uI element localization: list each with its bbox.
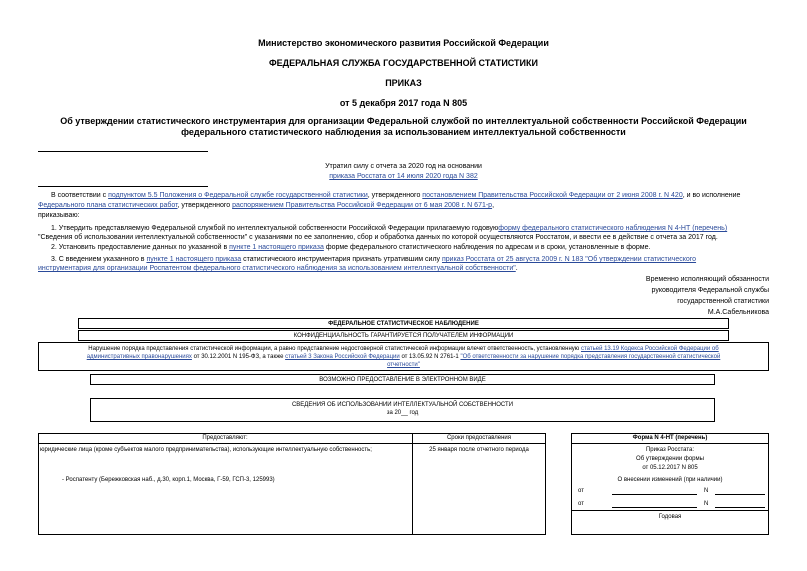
number-label: N bbox=[704, 488, 709, 494]
col-provides: Предоставляют: bbox=[202, 435, 248, 441]
divider-line bbox=[38, 151, 208, 152]
clause-link[interactable]: пункте 1 настоящего приказа bbox=[146, 256, 242, 263]
deadline-value: 25 января после отчетного периода bbox=[429, 447, 529, 453]
signature-line: руководителя Федеральной службы bbox=[651, 287, 769, 294]
preamble-text: , утвержденного bbox=[177, 202, 231, 209]
date-field-line bbox=[612, 507, 697, 508]
item-text: форме федерального статистического наблюдения по адресам и в сроки, установленные в форме. bbox=[325, 244, 651, 251]
report-title: СВЕДЕНИЯ ОБ ИСПОЛЬЗОВАНИИ ИНТЕЛЛЕКТУАЛЬНОЙ СОБСТВЕННОСТИ bbox=[291, 402, 514, 408]
item-1-line2: "Сведения об использовании интеллектуальной собственности" с указаниями по ее заполнению, сбор и обработка данных по которой осуществляются Росстатом, и ввести ее в действие с отчета за 2017 год. bbox=[38, 234, 718, 241]
col-deadline: Сроки предоставления bbox=[446, 435, 512, 441]
report-year: за 20__ год bbox=[386, 410, 419, 416]
provider-rospatent: - Роспатенту (Бережковская наб., д.30, корп.1, Москва, Г-59, ГСП-3, 125993) bbox=[62, 477, 275, 483]
preamble-text: , и во исполнение bbox=[682, 192, 741, 199]
law-title-link[interactable]: отчетности" bbox=[387, 362, 420, 368]
from-label: от bbox=[578, 501, 584, 507]
changes-label: О внесении изменений (при наличии) bbox=[617, 477, 723, 483]
status-text: Утратил силу с отчета за 2020 год на основании bbox=[325, 163, 482, 170]
preamble-line2 bbox=[38, 201, 771, 210]
law-title-link[interactable]: "Об ответственности за нарушение порядка представления государственной статистической bbox=[460, 354, 721, 360]
law-link[interactable]: статьей 3 Закона Российской Федерации bbox=[285, 354, 400, 360]
violation-text: от 13.05.92 N 2761-1 bbox=[401, 354, 459, 360]
violation-text: Нарушение порядка представления статистической информации, а равно представление недостоверной статистической информации влечет ответственность, установленную bbox=[88, 346, 580, 352]
violation-text: от 30.12.2001 N 195-ФЗ, а также bbox=[193, 354, 284, 360]
item-text: статистического инструментария признать утратившим силу bbox=[243, 256, 441, 263]
old-order-link[interactable]: приказ Росстата от 25 августа 2009 г. N 183 "Об утверждении статистического bbox=[442, 256, 697, 263]
resolution-link[interactable]: постановлением Правительства Российской Федерации от 2 июня 2008 г. N 420 bbox=[422, 192, 683, 199]
preamble-text: , bbox=[492, 202, 495, 209]
item-2 bbox=[51, 243, 771, 252]
status-link[interactable]: приказа Росстата от 14 июля 2020 года N 382 bbox=[329, 173, 478, 180]
periodicity: Годовая bbox=[658, 514, 682, 520]
ministry-heading: Министерство экономического развития Российской Федерации bbox=[258, 38, 549, 48]
signature-block bbox=[646, 275, 769, 317]
service-heading: ФЕДЕРАЛЬНАЯ СЛУЖБА ГОСУДАРСТВЕННОЙ СТАТИСТИКИ bbox=[269, 58, 538, 68]
number-field-line bbox=[715, 494, 765, 495]
status-link-row bbox=[0, 172, 807, 181]
date-field-line bbox=[612, 494, 697, 495]
table-header-line bbox=[38, 443, 546, 444]
electronic-box: ВОЗМОЖНО ПРЕДОСТАВЛЕНИЕ В ЭЛЕКТРОННОМ ВИДЕ bbox=[90, 374, 715, 385]
form-link[interactable]: форму федерального статистического наблюдения N 4-НТ (перечень) bbox=[498, 225, 728, 232]
form-header-line bbox=[571, 443, 769, 444]
regulation-link[interactable]: подпунктом 5.5 Положения о Федеральной службе государственной статистики bbox=[108, 192, 368, 199]
signature-line: государственной статистики bbox=[677, 298, 769, 305]
preamble-line1 bbox=[51, 191, 771, 200]
number-field-line bbox=[715, 507, 765, 508]
provider-legal-entities: юридические лица (кроме субъектов малого предпринимательства), использующие интеллектуальную собственность; bbox=[40, 447, 372, 453]
confidential-box: КОНФИДЕНЦИАЛЬНОСТЬ ГАРАНТИРУЕТСЯ ПОЛУЧАТЕЛЕМ ИНФОРМАЦИИ bbox=[78, 330, 729, 341]
item-text: 2. Установить предоставление данных по указанной в bbox=[51, 244, 228, 251]
old-order-link[interactable]: инструментария для организации Роспатентом федерального статистического наблюдения за использованием интеллектуальной собственности" bbox=[38, 265, 516, 272]
signer-name: М.А.Сабельникова bbox=[707, 309, 769, 316]
order-label: Приказ Росстата: bbox=[645, 447, 695, 453]
violation-box bbox=[38, 342, 769, 371]
doc-title-line1: Об утверждении статистического инструментария для организации Федеральной службой по интеллектуальной собственности Российской Федерации bbox=[60, 116, 747, 126]
order-word: приказываю: bbox=[38, 212, 80, 219]
doc-type-heading: ПРИКАЗ bbox=[385, 78, 422, 88]
koap-link[interactable]: административных правонарушениях bbox=[86, 354, 192, 360]
observation-box: ФЕДЕРАЛЬНОЕ СТАТИСТИЧЕСКОЕ НАБЛЮДЕНИЕ bbox=[78, 318, 729, 329]
federal-plan-link[interactable]: Федерального плана статистических работ bbox=[38, 202, 178, 209]
decree-link[interactable]: распоряжением Правительства Российской Федерации от 6 мая 2008 г. N 671-р bbox=[232, 202, 493, 209]
item-text: 3. С введением указанного в bbox=[51, 256, 145, 263]
item-3-line1 bbox=[51, 255, 771, 264]
order-date: от 05.12.2017 N 805 bbox=[642, 465, 698, 471]
preamble-text: В соответствии с bbox=[51, 192, 107, 199]
number-label: N bbox=[704, 501, 709, 507]
item-1-line1 bbox=[51, 224, 771, 233]
divider-line bbox=[38, 186, 208, 187]
from-label: от bbox=[578, 488, 584, 494]
form-number: Форма N 4-НТ (перечень) bbox=[632, 435, 708, 441]
doc-date-number: от 5 декабря 2017 года N 805 bbox=[339, 98, 468, 108]
order-approval: Об утверждении формы bbox=[636, 456, 704, 462]
item-text: . bbox=[515, 265, 518, 272]
preamble-text: , утвержденного bbox=[367, 192, 421, 199]
clause-link[interactable]: пункте 1 настоящего приказа bbox=[229, 244, 324, 251]
item-3-line2 bbox=[38, 264, 771, 273]
report-title-box bbox=[90, 398, 715, 422]
annual-line bbox=[571, 510, 769, 511]
signature-line: Временно исполняющий обязанности bbox=[645, 276, 769, 283]
item-text: 1. Утвердить представляемую Федеральной службой по интеллектуальной собственности Российской Федерации прилагаемую годовую bbox=[51, 225, 499, 232]
koap-link[interactable]: статьей 13.19 Кодекса Российской Федерации об bbox=[580, 346, 719, 352]
doc-title-line2: федерального статистического наблюдения за использованием интеллектуальной собственности bbox=[181, 127, 626, 137]
